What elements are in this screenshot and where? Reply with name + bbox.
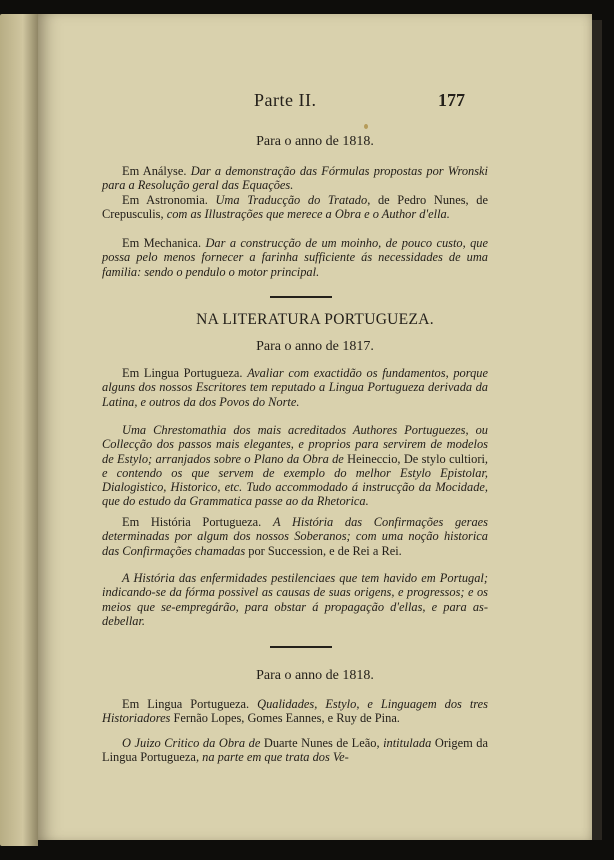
paragraph-lingua-1817 <box>102 366 488 409</box>
italic-run: A História das Confirmações geraes determinadas por algum dos nossos Soberanos; com uma noção historica das Confirmações chamadas <box>102 515 488 558</box>
section-heading-literatura: NA LITERATURA PORTUGUEZA. <box>196 311 434 328</box>
book-edge <box>592 20 602 840</box>
italic-run: Qualidades, Estylo, e Linguagem dos tres Historiadores <box>102 697 488 726</box>
text-run: , de Pedro Nunes, de Crepusculis, <box>102 193 488 222</box>
text-run: Em Mechanica. <box>122 236 206 250</box>
paragraph-chrestomathia <box>102 423 488 509</box>
text-run: Duarte Nunes de Leão <box>263 736 377 750</box>
italic-run: com as Illustrações que merece a Obra e o Author d'ella. <box>166 207 450 222</box>
page-number: 177 <box>438 90 465 110</box>
italic-run: , e contendo os que servem de exemplo do melhor Estylo Epistolar, Dialogistico, Historico, etc. Tudo accommodado á instrucção da Mocidade, que do estudo da Grammatica passe ao da Rhetorica. <box>102 451 488 509</box>
italic-run: , na parte em que trata dos Ve- <box>195 750 349 765</box>
italic-run: Uma Chrestomathia dos mais acreditados Authores Portuguezes, ou Collecção dos passos mais elegantes, e proprios para servirem de modelos de Estylo; arranjados sobre o Plano da Obra de <box>102 423 488 466</box>
text-run: Em Astronomia. <box>122 193 216 207</box>
paragraph-enfermidades <box>102 571 488 628</box>
italic-run: O Juizo Critico da Obra de <box>122 736 264 750</box>
italic-run: Uma Traducção do Tratado <box>215 193 368 207</box>
italic-run: Avaliar com exactidão os fundamentos, porque alguns dos nossos Escritores tem reputado a Lingua Portugueza derivada da Latina, e outros da dos Povos do Norte. <box>102 366 488 409</box>
text-run: Origem da Lingua Portugueza <box>102 736 488 765</box>
italic-run: A História das enfermidades pestilenciaes que tem havido em Portugal; indicando-se da fórma possivel as causas de suas origens, e progressos; e os meios que se-empregárão, para obstar á propagação d'ellas, e para as-debellar. <box>102 571 488 628</box>
year-heading-1817: Para o anno de 1817. <box>256 339 374 354</box>
paragraph-juizo-critico <box>102 736 488 765</box>
text-run: Heineccio, De stylo cultiori <box>347 451 485 466</box>
text-run: Em Lingua Portugueza. <box>122 697 258 711</box>
year-heading-1818b: Para o anno de 1818. <box>256 668 374 683</box>
running-header <box>38 90 592 120</box>
paragraph-analyse <box>102 164 488 193</box>
text-run: Em Anályse. <box>122 164 191 178</box>
section-rule <box>270 296 332 298</box>
book-page <box>38 14 592 840</box>
italic-run: , intitulada <box>376 736 435 750</box>
paragraph-astronomia <box>102 193 488 222</box>
italic-run: Dar a construcção de um moinho, de pouco custo, que possa pelo menos fornecer a farinha sufficiente ás necessidades de uma familia: sendo o pendulo o motor principal. <box>102 236 488 279</box>
year-heading-1818: Para o anno de 1818. <box>256 134 374 149</box>
part-title: Parte II. <box>254 90 317 110</box>
previous-page-edge <box>0 14 38 846</box>
text-run: Em História Portugueza. <box>122 515 273 529</box>
text-run: Em Lingua Portugueza. <box>122 366 248 380</box>
paragraph-lingua-1818 <box>102 697 488 726</box>
paragraph-mechanica <box>102 236 488 279</box>
text-run: Fernão Lopes, Gomes Eannes, e Ruy de Pina. <box>173 711 400 726</box>
italic-run: Dar a demonstração das Fórmulas propostas por Wronski para a Resolução geral das Equações. <box>102 164 488 193</box>
section-rule <box>270 646 332 648</box>
paragraph-historia <box>102 515 488 558</box>
text-run: por Succession, e de Rei a Rei. <box>248 543 402 558</box>
ink-spot <box>364 124 368 129</box>
